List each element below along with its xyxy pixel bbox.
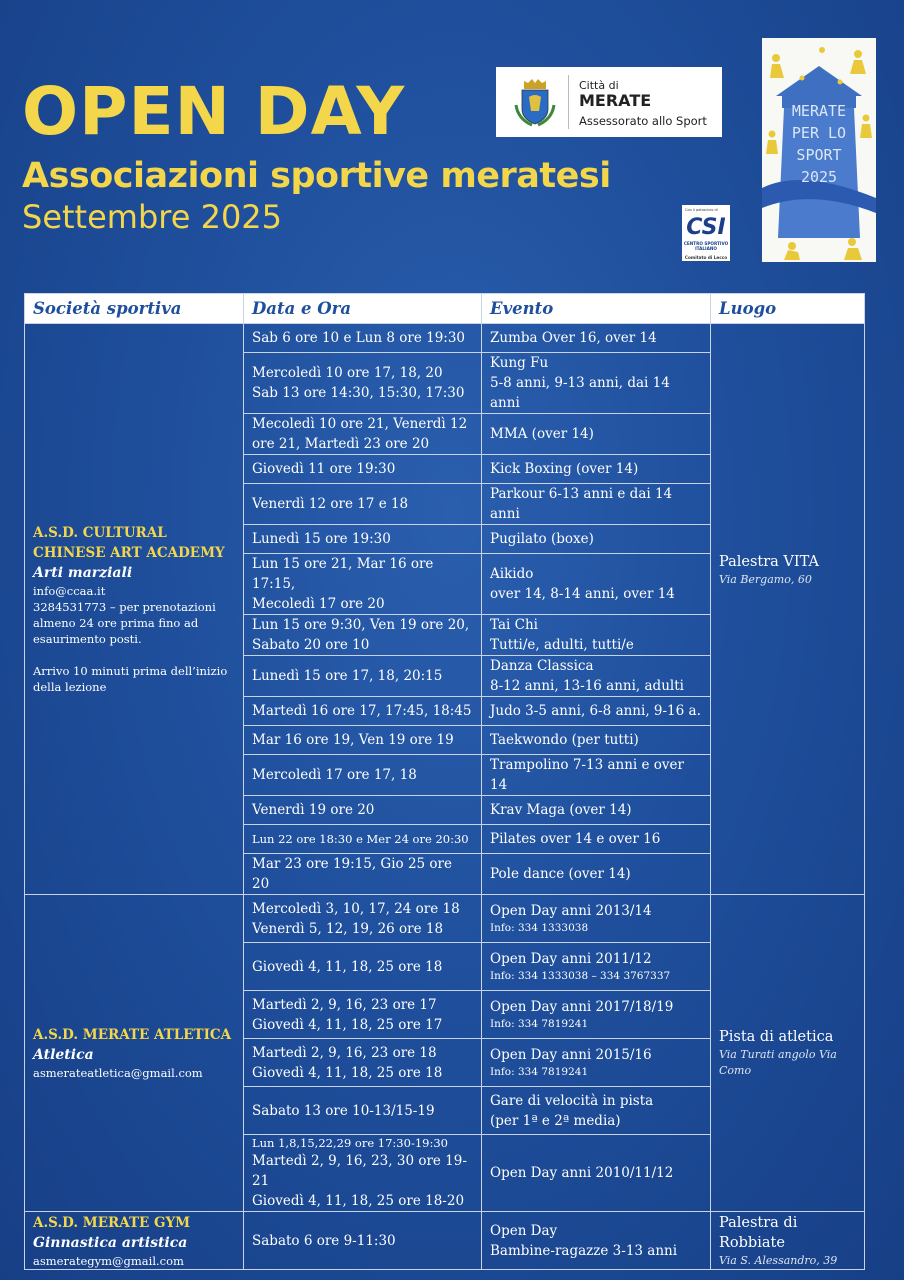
event-info: Info: 334 1333038 – 334 3767337	[490, 970, 671, 982]
event-cell	[482, 726, 711, 755]
org-cell	[25, 1212, 244, 1270]
event-cell	[482, 554, 711, 615]
event-info: Info: 334 7819241	[490, 1066, 589, 1078]
date-time-cell	[244, 825, 482, 854]
event-line: Krav Maga (over 14)	[490, 802, 632, 818]
date-time-line: Lun 15 ore 21, Mar 16 ore 17:15,	[252, 556, 434, 592]
org-email: info@ccaa.it	[33, 584, 106, 598]
date-time-line: Martedì 2, 9, 16, 23 ore 17	[252, 996, 437, 1013]
date-time-line: Lunedì 15 ore 19:30	[252, 531, 391, 547]
org-email: asmerateatletica@gmail.com	[33, 1066, 203, 1080]
org-note: Arrivo 10 minuti prima dell’inizio della lezione	[33, 664, 228, 694]
date-time-line: Mercoledì 3, 10, 17, 24 ore 18	[252, 900, 460, 917]
org-email: asmerategym@gmail.com	[33, 1253, 184, 1268]
org-discipline: Atletica	[33, 1047, 94, 1063]
page-title: OPEN DAY	[22, 73, 406, 150]
logo-divider	[568, 75, 569, 129]
org-cell	[25, 324, 244, 895]
csi-logo-mark: CSI	[686, 215, 726, 240]
event-cell	[482, 656, 711, 697]
merate-logo-city: Città di	[579, 79, 619, 92]
date-time-cell	[244, 726, 482, 755]
event-line: Parkour 6-13 anni e dai 14 anni	[490, 486, 673, 522]
event-cell	[482, 1087, 711, 1135]
csi-logo-committee: Comitato di Lecco	[684, 255, 728, 260]
date-time-line: Martedì 16 ore 17, 17:45, 18:45	[252, 703, 472, 719]
header-place: Luogo	[711, 294, 865, 324]
merate-logo-dept: Assessorato allo Sport	[579, 114, 707, 128]
table-header-row	[25, 294, 865, 324]
place-cell	[711, 324, 865, 895]
date-time-line: Lun 1,8,15,22,29 ore 17:30-19:30	[252, 1136, 448, 1150]
date-time-cell	[244, 455, 482, 484]
event-line: Open Day anni 2017/18/19	[490, 999, 674, 1015]
date-time-line: Venerdì 19 ore 20	[252, 802, 375, 818]
event-cell	[482, 1135, 711, 1212]
event-line: Pole dance (over 14)	[490, 866, 631, 882]
header-date-time: Data e Ora	[244, 294, 482, 324]
date-time-line: Mercoledì 10 ore 17, 18, 20	[252, 365, 443, 381]
date-time-line: Giovedì 4, 11, 18, 25 ore 17	[252, 1016, 443, 1033]
date-time-cell	[244, 1212, 482, 1270]
place-address: Via Turati angolo Via Como	[719, 1048, 837, 1077]
date-time-line: Giovedì 4, 11, 18, 25 ore 18	[252, 958, 443, 975]
event-line: Open Day anni 2010/11/12	[490, 1165, 674, 1181]
csi-logo-name: CENTRO SPORTIVO ITALIANO	[683, 241, 729, 251]
event-cell	[482, 697, 711, 726]
date-time-line: Giovedì 4, 11, 18, 25 ore 18-20	[252, 1193, 465, 1209]
event-cell	[482, 1039, 711, 1087]
date-time-line: Sab 13 ore 14:30, 15:30, 17:30	[252, 385, 465, 401]
merate-logo	[496, 67, 722, 137]
event-cell	[482, 943, 711, 991]
event-line: Trampolino 7-13 anni e over 14	[490, 757, 684, 793]
event-info: Info: 334 1333038	[490, 922, 589, 934]
org-name: A.S.D. CULTURAL CHINESE ART ACADEMY	[33, 525, 225, 561]
date-time-cell	[244, 1039, 482, 1087]
date-time-cell	[244, 324, 482, 353]
date-time-line: Martedì 2, 9, 16, 23 ore 18	[252, 1044, 437, 1061]
event-line: 5-8 anni, 9-13 anni, dai 14 anni	[490, 375, 670, 411]
date-time-line: Martedì 2, 9, 16, 23, 30 ore 19-21	[252, 1153, 467, 1189]
event-line: Judo 3-5 anni, 6-8 anni, 9-16 a.	[490, 703, 701, 719]
schedule-table	[24, 293, 865, 1270]
event-line: MMA (over 14)	[490, 426, 594, 442]
csi-logo-patronage: Con il patrocinio di	[685, 208, 718, 212]
date-time-cell	[244, 1135, 482, 1212]
date-time-cell	[244, 353, 482, 414]
date-time-cell	[244, 943, 482, 991]
event-cell	[482, 991, 711, 1039]
date-time-cell	[244, 615, 482, 656]
date-time-line: Giovedì 11 ore 19:30	[252, 461, 396, 477]
event-cell	[482, 525, 711, 554]
date-time-line: Sab 6 ore 10 e Lun 8 ore 19:30	[252, 330, 466, 346]
place-cell	[711, 895, 865, 1212]
event-line: Gare di velocità in pista	[490, 1092, 654, 1109]
org-phone-note: 3284531773 – per prenotazioni almeno 24 ore prima fino ad esaurimento posti.	[33, 600, 216, 646]
event-cell	[482, 755, 711, 796]
event-cell	[482, 825, 711, 854]
date-time-line: Mercoledì 17 ore 17, 18	[252, 767, 417, 783]
event-info: Info: 334 7819241	[490, 1018, 589, 1030]
org-cell	[25, 895, 244, 1212]
date-time-cell	[244, 414, 482, 455]
place-address: Via S. Alessandro, 39	[719, 1253, 838, 1267]
event-cell	[482, 895, 711, 943]
place-address: Via Bergamo, 60	[719, 573, 812, 586]
date-time-line: Mar 23 ore 19:15, Gio 25 ore 20	[252, 856, 452, 892]
org-discipline: Arti marziali	[33, 565, 133, 581]
date-time-cell	[244, 484, 482, 525]
page-date: Settembre 2025	[22, 198, 283, 236]
event-line: (per 1ª e 2ª media)	[490, 1112, 621, 1129]
date-time-line: Giovedì 4, 11, 18, 25 ore 18	[252, 1064, 443, 1081]
date-time-line: Mar 16 ore 19, Ven 19 ore 19	[252, 732, 454, 748]
table-row	[25, 324, 865, 353]
page-subtitle: Associazioni sportive meratesi	[22, 156, 611, 196]
event-cell	[482, 484, 711, 525]
merate-logo-name: MERATE	[579, 91, 652, 110]
date-time-line: Lunedì 15 ore 17, 18, 20:15	[252, 668, 443, 684]
place-name: Palestra VITA	[719, 554, 819, 570]
event-line: Tai Chi	[490, 617, 538, 633]
place-name: Pista di atletica	[719, 1029, 834, 1045]
date-time-line: Venerdì 12 ore 17 e 18	[252, 496, 409, 512]
place-name: Palestra di Robbiate	[719, 1214, 798, 1251]
event-cell	[482, 353, 711, 414]
poster-line-4: 2025	[800, 168, 838, 186]
date-time-line: Venerdì 5, 12, 19, 26 ore 18	[252, 920, 444, 937]
event-line: Open Day anni 2015/16	[490, 1047, 652, 1063]
date-time-cell	[244, 525, 482, 554]
merate-crest-icon	[512, 75, 558, 129]
event-cell	[482, 615, 711, 656]
poster-line-3: SPORT	[796, 146, 842, 164]
table-row	[25, 1212, 865, 1270]
date-time-line: Sabato 20 ore 10	[252, 637, 370, 653]
header-event: Evento	[482, 294, 711, 324]
date-time-line: Sabato 6 ore 9-11:30	[252, 1232, 396, 1249]
date-time-cell	[244, 755, 482, 796]
event-line: over 14, 8-14 anni, over 14	[490, 586, 675, 602]
table-row	[25, 895, 865, 943]
event-line: Kick Boxing (over 14)	[490, 461, 639, 477]
date-time-line: Mecoledì 17 ore 20	[252, 596, 385, 612]
event-line: Kung Fu	[490, 355, 549, 371]
event-cell	[482, 854, 711, 895]
event-line: Danza Classica	[490, 658, 594, 674]
date-time-cell	[244, 796, 482, 825]
event-line: Bambine-ragazze 3-13 anni	[490, 1242, 678, 1259]
event-cell	[482, 796, 711, 825]
event-line: Zumba Over 16, over 14	[490, 330, 657, 346]
date-time-cell	[244, 854, 482, 895]
date-time-line: Sabato 13 ore 10-13/15-19	[252, 1102, 435, 1119]
event-line: Pilates over 14 e over 16	[490, 831, 661, 847]
event-cell	[482, 455, 711, 484]
event-line: Taekwondo (per tutti)	[490, 732, 639, 748]
date-time-cell	[244, 1087, 482, 1135]
date-time-cell	[244, 656, 482, 697]
event-cell	[482, 414, 711, 455]
event-cell	[482, 324, 711, 353]
csi-logo	[682, 205, 730, 261]
merate-per-lo-sport-poster	[762, 38, 876, 262]
event-line: Open Day	[490, 1222, 558, 1239]
event-line: Pugilato (boxe)	[490, 531, 594, 547]
header-society: Società sportiva	[25, 294, 244, 324]
org-name: A.S.D. MERATE ATLETICA	[33, 1027, 232, 1043]
place-cell	[711, 1212, 865, 1270]
event-line: 8-12 anni, 13-16 anni, adulti	[490, 678, 684, 694]
date-time-line: Mecoledì 10 ore 21, Venerdì 12	[252, 416, 468, 432]
date-time-line: Lun 15 ore 9:30, Ven 19 ore 20,	[252, 617, 470, 633]
date-time-line: Lun 22 ore 18:30 e Mer 24 ore 20:30	[252, 832, 469, 846]
date-time-cell	[244, 697, 482, 726]
event-line: Aikido	[490, 566, 534, 582]
date-time-line: ore 21, Martedì 23 ore 20	[252, 436, 430, 452]
poster-line-1: MERATE	[791, 102, 847, 120]
event-line: Open Day anni 2011/12	[490, 951, 652, 967]
date-time-cell	[244, 895, 482, 943]
org-discipline: Ginnastica artistica	[33, 1234, 188, 1251]
date-time-cell	[244, 554, 482, 615]
event-line: Open Day anni 2013/14	[490, 903, 652, 919]
event-cell	[482, 1212, 711, 1270]
event-line: Tutti/e, adulti, tutti/e	[490, 637, 634, 653]
date-time-cell	[244, 991, 482, 1039]
poster-line-2: PER LO	[791, 124, 847, 142]
table-body	[25, 324, 865, 1270]
org-name: A.S.D. MERATE GYM	[33, 1214, 191, 1231]
